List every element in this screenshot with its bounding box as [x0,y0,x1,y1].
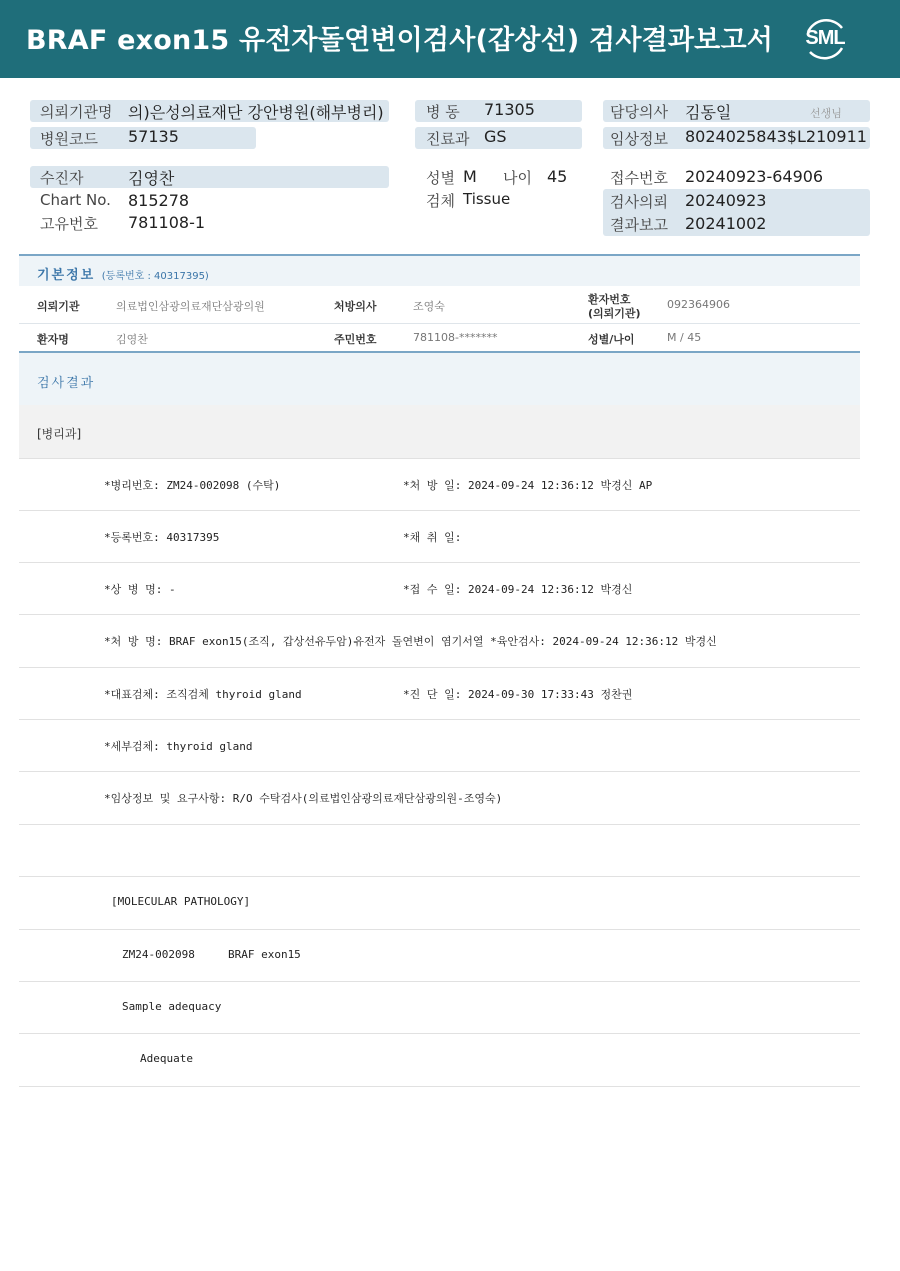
basic-info-header [19,254,860,286]
doctor-suffix: 선생님 [810,107,842,120]
patient-value: 김영찬 [128,169,175,188]
age-value: 45 [547,167,568,186]
results-title: 검사결과 [37,376,96,391]
sex-label: 성별 [426,169,455,187]
receipt-value: 20240923-64906 [685,167,824,186]
receipt-label: 접수번호 [610,169,668,187]
result-row-9 [19,930,860,982]
hospital-code-value: 57135 [128,127,179,146]
patient-label: 수진자 [40,169,84,187]
rrn-value: 781108-******* [413,331,498,344]
basic-info-row-1 [19,286,860,324]
patient-name-value: 김영찬 [116,333,148,346]
dept-label: 진료과 [426,130,470,148]
result-row-2 [19,511,860,563]
prescriber-label: 처방의사 [334,300,377,313]
result-row-4 [19,615,860,668]
request-label: 검사의뢰 [610,193,668,211]
pathology-number: *병리번호: ZM24-002098 (수탁) [104,479,281,492]
ward-label: 병 동 [426,103,460,121]
age-label: 나이 [503,169,532,187]
result-row-11 [19,1034,860,1087]
logo-text: SML [805,27,845,49]
doctor-value: 김동일 [685,103,732,122]
results-header [19,351,860,405]
patient-id-label: 환자번호 [588,293,631,306]
result-row-5 [19,668,860,720]
institution-value: 의료법인삼광의료재단삼광의원 [116,300,265,313]
unique-label: 고유번호 [40,215,98,233]
specimen-value: Tissue [463,190,511,208]
unique-value: 781108-1 [128,213,206,232]
patient-id-value: 092364906 [667,298,730,311]
institution-label: 의뢰기관 [37,300,80,313]
sex-age-label: 성별/나이 [588,333,635,346]
report-header [0,0,900,78]
result-row-7 [19,772,860,825]
sex-value: M [463,167,477,186]
receipt-date: *접 수 일: 2024-09-24 12:36:12 박경신 [403,583,633,596]
clinical-requirements: *임상정보 및 요구사항: R/O 수탁검사(의료법인삼광의료재단삼광의원-조영숙) [104,792,503,805]
dept-value: GS [484,127,507,146]
basic-info-title [37,264,209,283]
ward-value: 71305 [484,100,535,119]
referral-value: 의)은성의료재단 강안병원(해부병리) [128,103,384,122]
registration-number: (등록번호 : 40317395) [101,271,209,282]
sml-logo [800,14,850,64]
disease-name: *상 병 명: - [104,583,176,596]
prescription-date: *처 방 일: 2024-09-24 12:36:12 박경신 AP [403,479,653,492]
request-value: 20240923 [685,191,767,210]
prescription-name: *처 방 명: BRAF exon15(조직, 갑상선유두암)유전자 돌연변이 염기서열 *육안검사: 2024-09-24 12:36:12 박경신 [104,635,717,648]
prescriber-value: 조영숙 [413,300,445,313]
specimen-label: 검체 [426,192,455,210]
report-value: 20241002 [685,214,767,233]
result-row-8 [19,877,860,930]
chart-label: Chart No. [40,191,111,209]
referral-label: 의뢰기관명 [40,103,113,121]
clinical-label: 임상정보 [610,130,668,148]
molecular-pathology-header: [MOLECULAR PATHOLOGY] [111,895,251,908]
rrn-label: 주민번호 [334,333,377,346]
diagnosis-date: *진 단 일: 2024-09-30 17:33:43 정찬권 [403,688,633,701]
hospital-code-label: 병원코드 [40,130,98,148]
result-row-1 [19,459,860,511]
test-id-line: ZM24-002098 BRAF exon15 [122,948,301,961]
registration-line: *등록번호: 40317395 [104,531,220,544]
report-title: BRAF exon15 유전자돌연변이검사(갑상선) 검사결과보고서 [26,25,774,56]
clinical-value: 8024025843$L210911 [685,127,867,146]
result-row-10 [19,982,860,1034]
patient-id-label-sub: (의뢰기관) [588,307,641,320]
collection-date: *채 취 일: [403,531,462,544]
sample-adequacy-label: Sample adequacy [122,1000,222,1013]
pathology-department-row [19,405,860,459]
sample-adequacy-value: Adequate [140,1052,193,1065]
pathology-department-label: [병리과] [37,427,82,441]
detail-specimen: *세부검체: thyroid gland [104,740,253,753]
patient-name-label: 환자명 [37,333,69,346]
report-label: 결과보고 [610,216,668,234]
sex-age-value: M / 45 [667,331,702,344]
basic-info-title-text: 기본정보 [37,268,96,283]
representative-specimen: *대표검체: 조직검체 thyroid gland [104,688,302,701]
chart-value: 815278 [128,191,190,210]
patient-pill [30,166,389,188]
doctor-label: 담당의사 [610,103,668,121]
result-row-6 [19,720,860,772]
result-row-empty [19,825,860,877]
result-row-3 [19,563,860,615]
basic-info-row-2 [19,324,860,351]
